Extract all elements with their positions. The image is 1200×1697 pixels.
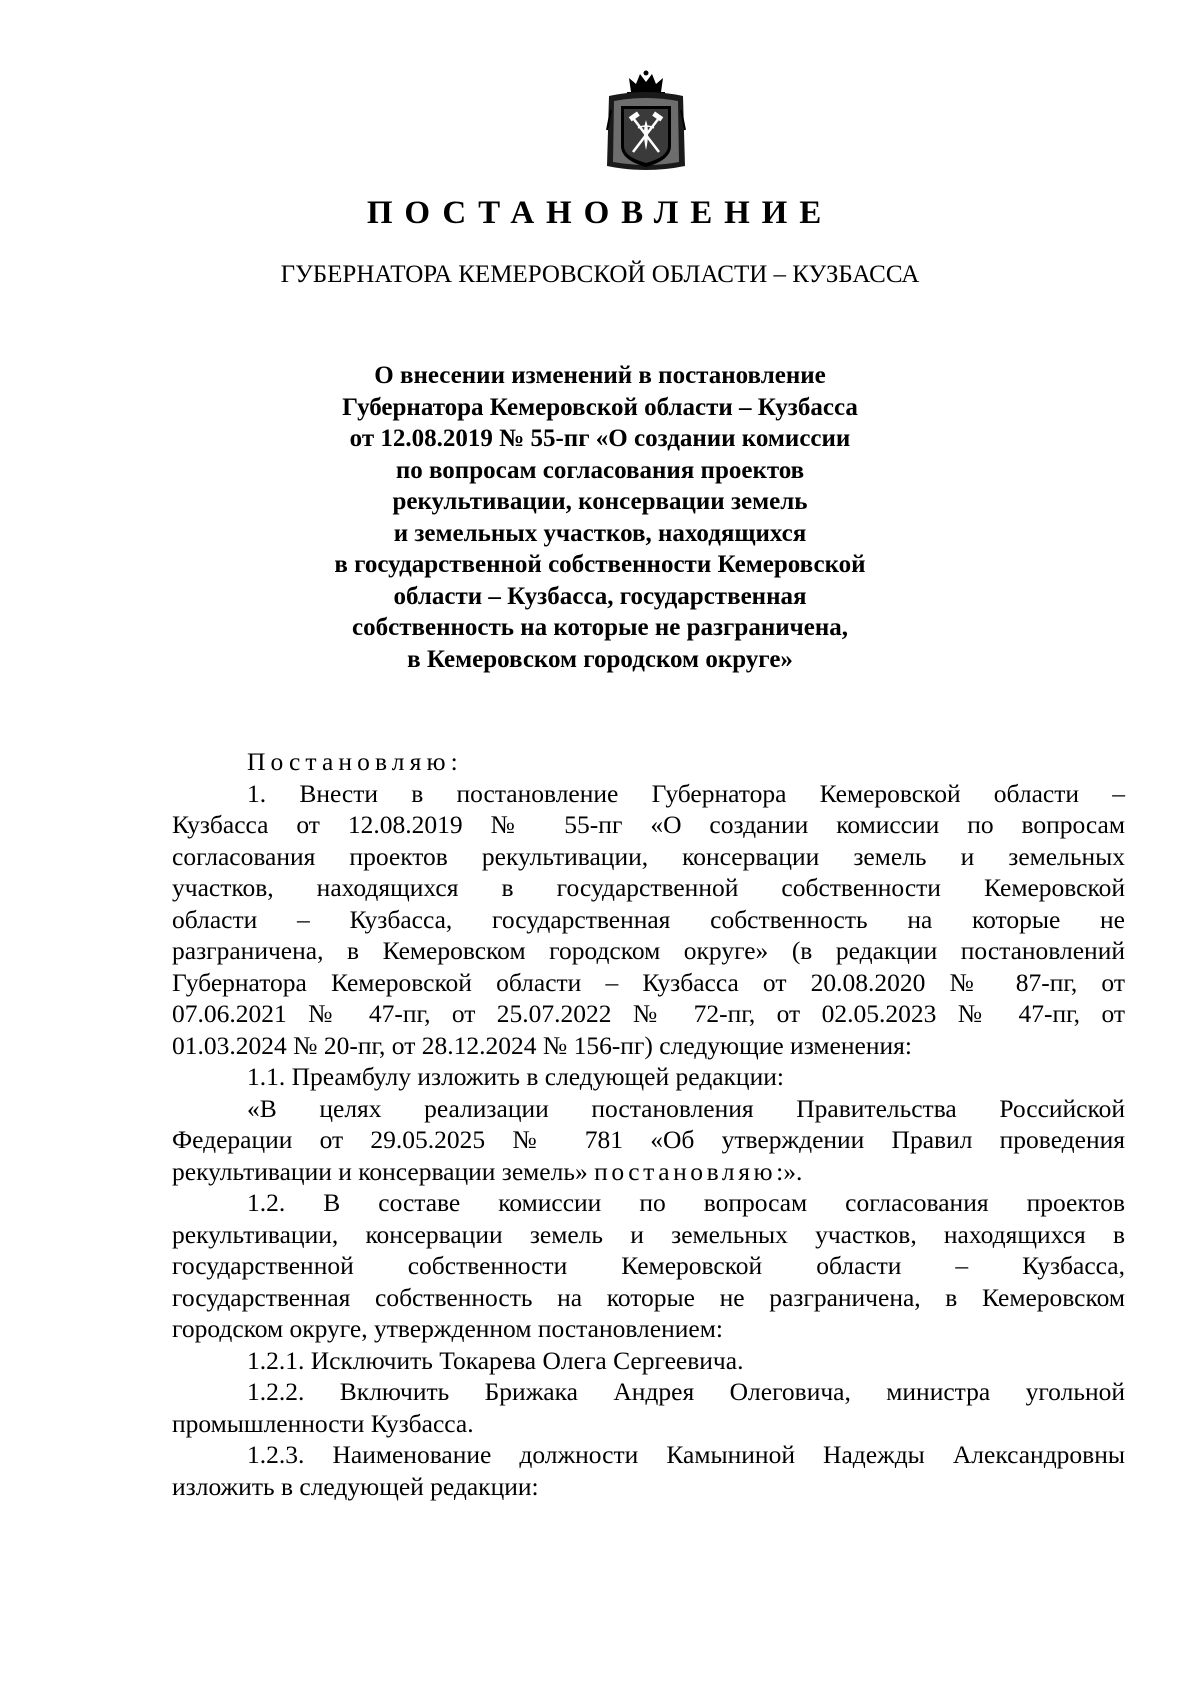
paragraph-line: Губернатора Кемеровской области – Кузбасса от 20.08.2020 № 87-пг, от — [172, 967, 1125, 997]
quote-text: рекультивации и консервации земель» — [172, 1156, 588, 1186]
decree-word: Постановляю: — [247, 747, 463, 776]
paragraph-line: Кузбасса от 12.08.2019 № 55-пг «О создании комиссии по вопросам — [172, 810, 1125, 839]
paragraph-line: разграничена, в Кемеровском городском округе» (в редакции постановлений — [172, 936, 1125, 965]
document-title — [300, 360, 900, 675]
paragraph-line: изложить в следующей редакции: — [172, 1471, 539, 1501]
paragraph-line: промышленности Кузбасса. — [172, 1408, 474, 1438]
quote-line — [172, 1156, 1125, 1188]
paragraph-1-1: 1.1. Преамбулу изложить в следующей редакции: — [247, 1062, 784, 1091]
title-line: по вопросам согласования проектов — [395, 456, 805, 484]
preamble-quote — [172, 1093, 1125, 1188]
paragraph-1-2-2 — [172, 1376, 1125, 1439]
title-line: в Кемеровском городском округе» — [407, 645, 793, 673]
paragraph-line: городском округе, утвержденном постановлением: — [172, 1314, 723, 1343]
document-body — [172, 746, 1125, 1502]
quote-end: :». — [776, 1156, 803, 1186]
title-line: от 12.08.2019 № 55-пг «О создании комиссии — [349, 425, 851, 452]
quote-line: «В целях реализации постановления Правительства Российской — [247, 1093, 1125, 1123]
quote-decree-word: постановляю — [594, 1156, 777, 1186]
title-line: области – Кузбасса, государственная — [393, 582, 807, 610]
paragraph-line: участков, находящихся в государственной собственности Кемеровской — [172, 873, 1125, 902]
paragraph-line: государственной собственности Кемеровской области – Кузбасса, — [172, 1251, 1125, 1280]
quote-line: Федерации от 29.05.2025 № 781 «Об утверждении Правил проведения — [172, 1125, 1125, 1154]
document-type-heading: ПОСТАНОВЛЕНИЕ — [366, 195, 834, 231]
title-line: в государственной собственности Кемеровской — [334, 551, 866, 578]
title-line: рекультивации, консервации земель — [392, 488, 808, 515]
paragraph-1 — [172, 778, 1125, 1062]
paragraph-line: согласования проектов рекультивации, консервации земель и земельных — [172, 841, 1125, 871]
paragraph-line: области – Кузбасса, государственная собственность на которые не — [172, 904, 1125, 934]
paragraph-line: 01.03.2024 № 20-пг, от 28.12.2024 № 156-пг) следующие изменения: — [172, 1030, 912, 1060]
paragraph-line: 1. Внести в постановление Губернатора Кемеровской области – — [247, 778, 1125, 808]
paragraph-1-2 — [172, 1187, 1125, 1345]
paragraph-line: 1.2. В составе комиссии по вопросам согласования проектов — [247, 1188, 1125, 1217]
paragraph-line: 07.06.2021 № 47-пг, от 25.07.2022 № 72-пг, от 02.05.2023 № 47-пг, от — [172, 999, 1125, 1028]
title-line: собственность на которые не разграничена, — [352, 614, 848, 641]
paragraph-line: 1.2.3. Наименование должности Камыниной Надежды Александровны — [247, 1440, 1125, 1469]
paragraph-line: 1.2.2. Включить Брижака Андрея Олеговича, министра угольной — [247, 1377, 1125, 1406]
paragraph-line: государственная собственность на которые не разграничена, в Кемеровском — [172, 1282, 1125, 1312]
title-line: Губернатора Кемеровской области – Кузбасса — [342, 393, 858, 421]
title-line: и земельных участков, находящихся — [393, 519, 807, 547]
title-line: О внесении изменений в постановление — [374, 362, 826, 389]
paragraph-1-2-1: 1.2.1. Исключить Токарева Олега Сергеевича. — [247, 1345, 744, 1375]
issuer-subheading: ГУБЕРНАТОРА КЕМЕРОВСКОЙ ОБЛАСТИ – КУЗБАССА — [280, 261, 920, 288]
paragraph-1-2-3 — [172, 1439, 1125, 1502]
coat-of-arms-icon — [605, 70, 687, 174]
paragraph-line: рекультивации, консервации земель и земельных участков, находящихся в — [172, 1219, 1125, 1249]
